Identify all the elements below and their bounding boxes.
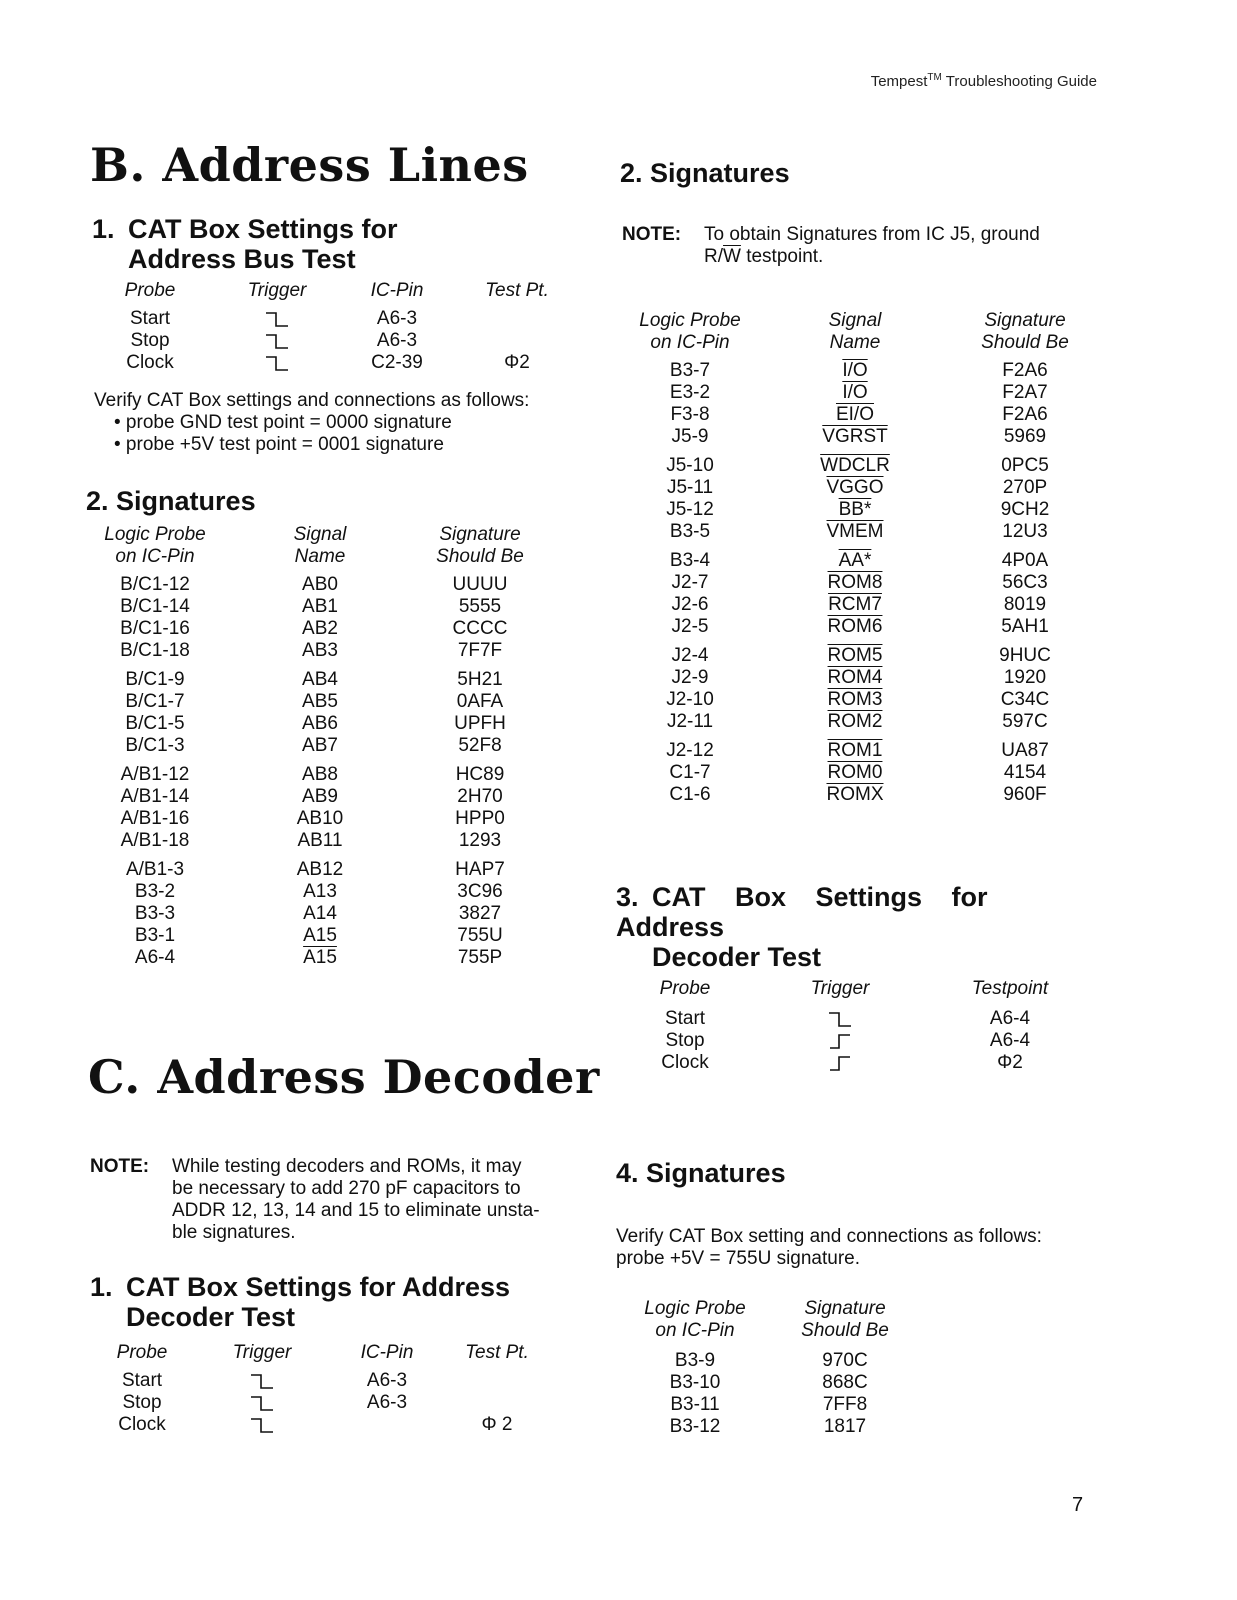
signal-name-cell: AB9 (302, 786, 338, 807)
col-header: Probe (116, 1342, 168, 1363)
c-cat-title-1: CAT Box Settings for Address (126, 1272, 511, 1302)
b-verify (94, 390, 529, 456)
r-note-rw-r: R/ (704, 246, 723, 267)
signature-cell: 52F8 (458, 735, 502, 756)
ic-pin-cell: A/B1-14 (120, 786, 190, 807)
signature-cell: 1817 (823, 1416, 867, 1437)
col-header-probe: on IC-Pin (650, 332, 730, 353)
col-header: Test Pt. (485, 280, 549, 301)
signal-name-cell: ROM5 (827, 645, 883, 666)
signature-cell: 9CH2 (1000, 499, 1050, 520)
signature-cell: F2A7 (1002, 382, 1048, 403)
section-b-title: B. Address Lines (90, 138, 529, 192)
ic-pin-cell: B3-11 (670, 1394, 720, 1415)
ic-pin-cell: J5-10 (666, 455, 714, 476)
probe-cell: Start (121, 1370, 163, 1391)
signal-name-cell: AB4 (302, 669, 338, 690)
ic-pin-cell: A6-3 (366, 1370, 408, 1391)
signature-cell: 0PC5 (1001, 455, 1049, 476)
b-cat-table (92, 280, 572, 380)
r-sig4-table (630, 1298, 930, 1448)
probe-cell: Start (129, 308, 171, 329)
signature-cell: 7FF8 (822, 1394, 868, 1415)
header-title: Tempest (870, 73, 928, 90)
signature-cell: 0AFA (456, 691, 504, 712)
r-cat3-title-1: CAT Box Settings for Address (616, 882, 988, 942)
ic-pin-cell: B/C1-9 (125, 669, 185, 690)
ic-pin-cell: A6-3 (376, 330, 418, 351)
signature-cell: 56C3 (1002, 572, 1048, 593)
r-sig2-heading (620, 158, 790, 188)
ic-pin-cell: A/B1-12 (120, 764, 190, 785)
page-number: 7 (1072, 1494, 1084, 1516)
probe-cell: Stop (122, 1392, 162, 1413)
signature-cell: 4P0A (1001, 550, 1049, 571)
r-sig4-num: 4. (616, 1158, 639, 1188)
header-subtitle: Troubleshooting Guide (945, 73, 1097, 90)
c-cat-title-2: Decoder Test (126, 1302, 296, 1332)
signal-name-cell: ROMX (826, 784, 884, 805)
trigger-cell (248, 1394, 276, 1412)
ic-pin-cell: J5-11 (666, 477, 714, 498)
probe-cell: Stop (130, 330, 170, 351)
trademark: TM (927, 72, 942, 83)
signature-cell: 7F7F (457, 640, 503, 661)
signal-name-cell: A14 (303, 903, 337, 924)
col-header-probe: Logic Probe (104, 524, 206, 545)
ic-pin-cell: J2-9 (671, 667, 709, 688)
signal-name-cell: AB1 (302, 596, 338, 617)
r-sig4-verify-1: Verify CAT Box setting and connections as follows: (616, 1226, 1042, 1247)
signal-name-cell: I/O (842, 360, 868, 381)
r-sig4-verify (616, 1226, 1042, 1270)
falling-edge-icon (248, 1372, 276, 1390)
signal-name-cell: AA* (838, 550, 872, 571)
r-sig4-verify-2: probe +5V = 755U signature. (616, 1248, 861, 1269)
ic-pin-cell: B3-12 (669, 1416, 721, 1437)
signature-cell: 3827 (458, 903, 502, 924)
ic-pin-cell: B/C1-14 (120, 596, 190, 617)
ic-pin-cell: B/C1-7 (125, 691, 185, 712)
signature-cell: 270P (1002, 477, 1048, 498)
test-point-cell: Φ2 (504, 352, 530, 373)
ic-pin-cell: B/C1-3 (125, 735, 185, 756)
signature-cell: 755P (457, 947, 503, 968)
signal-name-cell: ROM1 (827, 740, 883, 761)
r-sig2-title: Signatures (650, 158, 790, 188)
signal-name-cell: AB10 (296, 808, 344, 829)
c-note (90, 1156, 570, 1243)
ic-pin-cell: A/B1-16 (120, 808, 190, 829)
signal-name-cell: VMEM (826, 521, 884, 542)
signature-cell: 1293 (458, 830, 502, 851)
signature-cell: 755U (457, 925, 503, 946)
col-header-sig: Signature (439, 524, 521, 545)
probe-cell: Clock (126, 352, 174, 373)
signature-cell: HAP7 (455, 859, 505, 880)
test-point-cell: Φ 2 (481, 1414, 513, 1435)
b-bullet-1: • probe GND test point = 0000 signature (114, 412, 452, 433)
trigger-cell (263, 332, 291, 350)
signal-name-cell: A15 (303, 925, 337, 946)
ic-pin-cell: B3-1 (134, 925, 176, 946)
signature-cell: 3C96 (457, 881, 503, 902)
signature-cell: F2A6 (1002, 404, 1048, 425)
ic-pin-cell: J2-12 (666, 740, 714, 761)
b-sig-title: Signatures (116, 486, 256, 516)
ic-pin-cell: J2-7 (671, 572, 709, 593)
ic-pin-cell: C1-6 (669, 784, 711, 805)
ic-pin-cell: A6-4 (134, 947, 176, 968)
r-note (622, 224, 1102, 267)
signature-cell: 5555 (458, 596, 502, 617)
c-cat-table (92, 1342, 572, 1442)
r-note-text (704, 224, 1104, 268)
trigger-cell (263, 354, 291, 372)
ic-pin-cell: B3-7 (669, 360, 711, 381)
signature-cell: 12U3 (1002, 521, 1048, 542)
signature-cell: 2H70 (457, 786, 503, 807)
c-note-line-2: be necessary to add 270 pF capacitors to (172, 1178, 521, 1199)
col-header-name: Signal (828, 310, 882, 331)
signal-name-cell: EI/O (835, 404, 874, 425)
col-header-sig: Signature (804, 1298, 886, 1319)
col-header-sig: Should Be (436, 546, 524, 567)
ic-pin-cell: B3-2 (134, 881, 176, 902)
c-note-line-1: While testing decoders and ROMs, it may (172, 1156, 522, 1177)
signature-cell: 8019 (1003, 594, 1047, 615)
b-cat-title-2: Address Bus Test (128, 244, 356, 274)
probe-cell: Stop (665, 1030, 705, 1051)
col-header-probe: Logic Probe (639, 310, 741, 331)
ic-pin-cell: C1-7 (669, 762, 711, 783)
col-header-name: Name (294, 546, 346, 567)
b-sig-heading (86, 486, 256, 516)
col-header-probe: Logic Probe (644, 1298, 746, 1319)
col-header-sig: Signature (984, 310, 1066, 331)
testpoint-cell: A6-4 (989, 1008, 1031, 1029)
c-cat-heading (90, 1272, 510, 1332)
ic-pin-cell: J5-12 (666, 499, 714, 520)
col-header: IC-Pin (370, 280, 424, 301)
col-header-probe: on IC-Pin (655, 1320, 735, 1341)
col-header: Test Pt. (465, 1342, 529, 1363)
ic-pin-cell: B3-3 (134, 903, 176, 924)
falling-edge-icon (826, 1010, 854, 1028)
signature-cell: 868C (822, 1372, 868, 1393)
r-note-testpoint: testpoint. (740, 246, 824, 267)
signature-cell: UA87 (1001, 740, 1049, 761)
signal-name-cell: ROM8 (827, 572, 883, 593)
ic-pin-cell: J2-5 (671, 616, 709, 637)
running-header (871, 72, 1097, 90)
signal-name-cell: ROM4 (827, 667, 883, 688)
b-sig-num: 2. (86, 486, 109, 516)
signal-name-cell: AB7 (302, 735, 338, 756)
probe-cell: Start (664, 1008, 706, 1029)
section-c-title: C. Address Decoder (88, 1050, 600, 1104)
probe-cell: Clock (661, 1052, 709, 1073)
ic-pin-cell: B/C1-16 (120, 618, 190, 639)
col-header: Probe (659, 978, 711, 999)
col-header: Testpoint (971, 978, 1049, 999)
signal-name-cell: VGGO (826, 477, 884, 498)
ic-pin-cell: F3-8 (670, 404, 710, 425)
ic-pin-cell: A/B1-18 (120, 830, 190, 851)
c-note-text (172, 1156, 572, 1244)
r-cat3-title-2: Decoder Test (652, 942, 822, 972)
b-cat-num: 1. (92, 214, 115, 244)
signature-cell: UUUU (452, 574, 508, 595)
signal-name-cell: AB2 (302, 618, 338, 639)
ic-pin-cell: B3-5 (669, 521, 711, 542)
r-signature-table (620, 310, 1100, 810)
ic-pin-cell: B/C1-5 (125, 713, 185, 734)
col-header-name: Signal (293, 524, 347, 545)
ic-pin-cell: B/C1-12 (120, 574, 190, 595)
r-cat3-heading (616, 882, 1090, 972)
signature-cell: C34C (1000, 689, 1050, 710)
signal-name-cell: AB11 (297, 830, 343, 851)
ic-pin-cell: C2-39 (371, 352, 423, 373)
c-cat-num: 1. (90, 1272, 113, 1302)
signal-name-cell: ROM2 (827, 711, 883, 732)
ic-pin-cell: B3-4 (669, 550, 711, 571)
b-signature-table (90, 524, 560, 974)
signature-cell: 597C (1002, 711, 1048, 732)
b-verify-text: Verify CAT Box settings and connections as follows: (94, 390, 530, 411)
signal-name-cell: BB* (838, 499, 872, 520)
b-cat-title-1: CAT Box Settings for (128, 214, 398, 244)
signature-cell: 1920 (1003, 667, 1047, 688)
signal-name-cell: AB0 (302, 574, 338, 595)
trigger-cell (248, 1372, 276, 1390)
signature-cell: 960F (1003, 784, 1047, 805)
signal-name-cell: ROM6 (827, 616, 883, 637)
ic-pin-cell: J2-11 (666, 711, 714, 732)
rising-edge-icon (826, 1054, 854, 1072)
r-note-rw-w: $\overline{W}$ (723, 246, 741, 267)
c-note-line-4: ble signatures. (172, 1222, 296, 1243)
col-header-sig: Should Be (981, 332, 1069, 353)
signal-name-cell: VGRST (822, 426, 888, 447)
falling-edge-icon (263, 310, 291, 328)
signal-name-cell: AB6 (302, 713, 338, 734)
signature-cell: 9HUC (999, 645, 1051, 666)
signature-cell: HC89 (455, 764, 505, 785)
trigger-cell (248, 1416, 276, 1434)
trigger-cell (826, 1010, 854, 1028)
signal-name-cell: A13 (303, 881, 337, 902)
col-header: IC-Pin (360, 1342, 414, 1363)
r-note-line-2 (704, 246, 1104, 268)
r-cat3-table (650, 978, 1090, 1078)
r-sig4-title: Signatures (646, 1158, 786, 1188)
signature-cell: CCCC (452, 618, 508, 639)
ic-pin-cell: A6-3 (366, 1392, 408, 1413)
ic-pin-cell: B3-10 (669, 1372, 721, 1393)
falling-edge-icon (248, 1394, 276, 1412)
trigger-cell (826, 1054, 854, 1072)
c-note-label: NOTE: (90, 1156, 150, 1177)
r-cat3-num: 3. (616, 882, 639, 912)
ic-pin-cell: A/B1-3 (125, 859, 185, 880)
ic-pin-cell: A6-3 (376, 308, 418, 329)
signature-cell: 5H21 (457, 669, 503, 690)
signature-cell: 5969 (1003, 426, 1047, 447)
b-cat-heading (92, 214, 398, 274)
r-sig2-num: 2. (620, 158, 643, 188)
testpoint-cell: A6-4 (989, 1030, 1031, 1051)
r-sig4-heading (616, 1158, 786, 1188)
signal-name-cell: AB12 (296, 859, 344, 880)
ic-pin-cell: J5-9 (671, 426, 709, 447)
signal-name-cell: AB5 (302, 691, 338, 712)
signal-name-cell: I/O (842, 382, 868, 403)
signature-cell: 5AH1 (1001, 616, 1049, 637)
ic-pin-cell: B/C1-18 (120, 640, 190, 661)
signature-cell: UPFH (454, 713, 506, 734)
testpoint-cell: Φ2 (997, 1052, 1023, 1073)
col-header: Trigger (247, 280, 307, 301)
signature-cell: F2A6 (1002, 360, 1048, 381)
signal-name-cell: RCM7 (828, 594, 882, 615)
col-header: Trigger (810, 978, 870, 999)
r-note-line-1: To obtain Signatures from IC J5, ground (704, 224, 1040, 245)
trigger-cell (263, 310, 291, 328)
ic-pin-cell: J2-4 (671, 645, 709, 666)
col-header-name: Name (829, 332, 881, 353)
r-note-label: NOTE: (622, 224, 682, 245)
falling-edge-icon (248, 1416, 276, 1434)
col-header: Probe (124, 280, 176, 301)
falling-edge-icon (263, 332, 291, 350)
signal-name-cell: AB8 (302, 764, 338, 785)
ic-pin-cell: B3-9 (674, 1350, 716, 1371)
signature-cell: 4154 (1003, 762, 1047, 783)
b-bullet-2: • probe +5V test point = 0001 signature (114, 434, 444, 455)
signature-cell: 970C (822, 1350, 868, 1371)
ic-pin-cell: J2-6 (671, 594, 709, 615)
rising-edge-icon (826, 1032, 854, 1050)
probe-cell: Clock (118, 1414, 166, 1435)
signal-name-cell: ROM3 (827, 689, 883, 710)
c-note-line-3: ADDR 12, 13, 14 and 15 to eliminate unsta- (172, 1200, 540, 1221)
signal-name-cell: A15 (303, 947, 337, 968)
ic-pin-cell: E3-2 (669, 382, 711, 403)
signal-name-cell: AB3 (302, 640, 338, 661)
signal-name-cell: ROM0 (827, 762, 883, 783)
trigger-cell (826, 1032, 854, 1050)
col-header-probe: on IC-Pin (115, 546, 195, 567)
col-header-sig: Should Be (801, 1320, 889, 1341)
ic-pin-cell: J2-10 (666, 689, 714, 710)
signal-name-cell: WDCLR (820, 455, 890, 476)
falling-edge-icon (263, 354, 291, 372)
col-header: Trigger (232, 1342, 292, 1363)
signature-cell: HPP0 (455, 808, 505, 829)
